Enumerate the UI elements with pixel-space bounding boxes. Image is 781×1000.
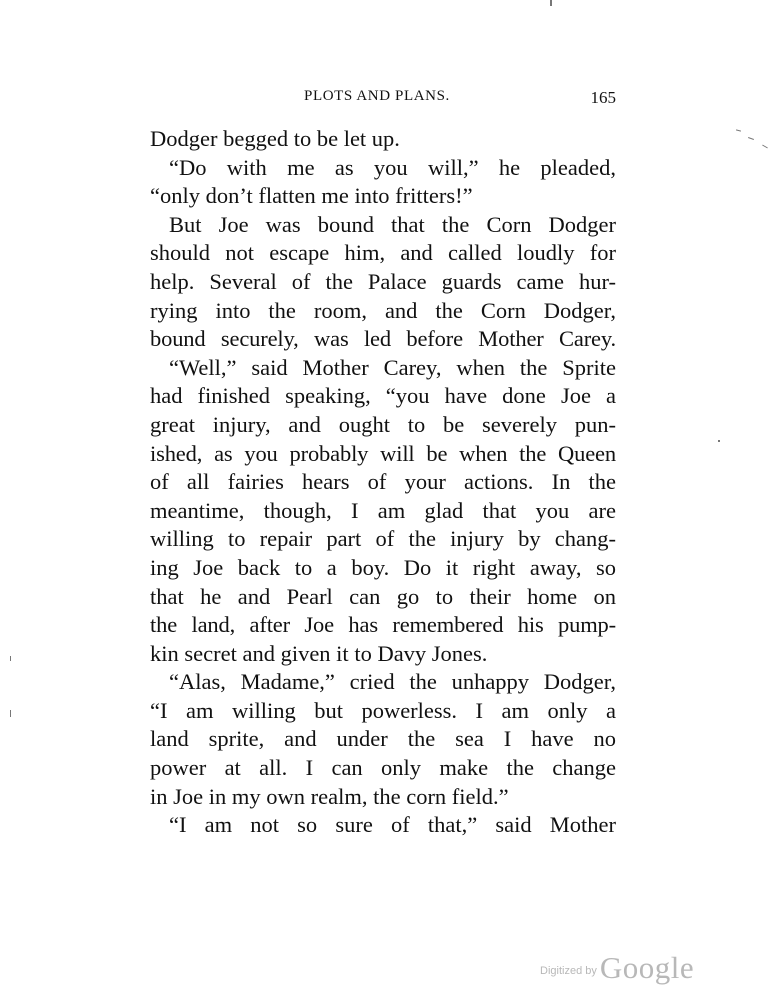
page-body-text [150,125,616,840]
text-line: land sprite, and under the sea I have no [150,726,616,752]
text-line: that he and Pearl can go to their home on [150,583,616,609]
text-line: power at all. I can only make the change [150,755,616,781]
text-line: “Do with me as you will,” he pleaded, [169,154,616,180]
text-line: ing Joe back to a boy. Do it right away, so [150,554,616,580]
text-line: meantime, though, I am glad that you are [150,497,616,523]
scan-speck [762,145,768,149]
scan-speck [10,710,11,717]
text-line: great injury, and ought to be severely pun- [150,411,616,437]
text-line: should not escape him, and called loudly for [150,240,616,266]
text-line: ished, as you probably will be when the Queen [150,440,616,466]
text-line: Dodger begged to be let up. [150,126,400,151]
text-line: in Joe in my own realm, the corn field.” [150,783,509,809]
text-line: “I am not so sure of that,” said Mother [169,812,616,838]
text-line: rying into the room, and the Corn Dodger, [150,297,616,323]
scan-speck [550,0,552,6]
running-title: PLOTS AND PLANS. [304,88,450,104]
text-line: help. Several of the Palace guards came hur- [150,268,616,294]
text-line: But Joe was bound that the Corn Dodger [169,211,616,237]
text-line: of all fairies hears of your actions. In the [150,469,616,495]
scan-speck [736,129,741,131]
scan-speck [718,440,720,442]
digitized-watermark [540,950,694,986]
watermark-brand: Google [599,950,695,985]
text-line: had finished speaking, “you have done Joe a [150,383,616,409]
text-line: “I am willing but powerless. I am only a [150,697,616,723]
scan-speck [748,137,754,140]
text-line: “Well,” said Mother Carey, when the Sprite [169,354,616,380]
scan-speck [10,656,11,661]
watermark-prefix: Digitized by [540,965,597,977]
running-head [150,88,616,112]
page-number: 165 [590,88,616,107]
text-line: kin secret and given it to Davy Jones. [150,640,488,666]
text-line: the land, after Joe has remembered his pump- [150,612,616,638]
text-line: bound securely, was led before Mother Carey. [150,326,616,352]
text-line: “Alas, Madame,” cried the unhappy Dodger, [169,669,616,695]
text-line: “only don’t flatten me into fritters!” [150,183,473,209]
text-line: willing to repair part of the injury by chang- [150,526,616,552]
